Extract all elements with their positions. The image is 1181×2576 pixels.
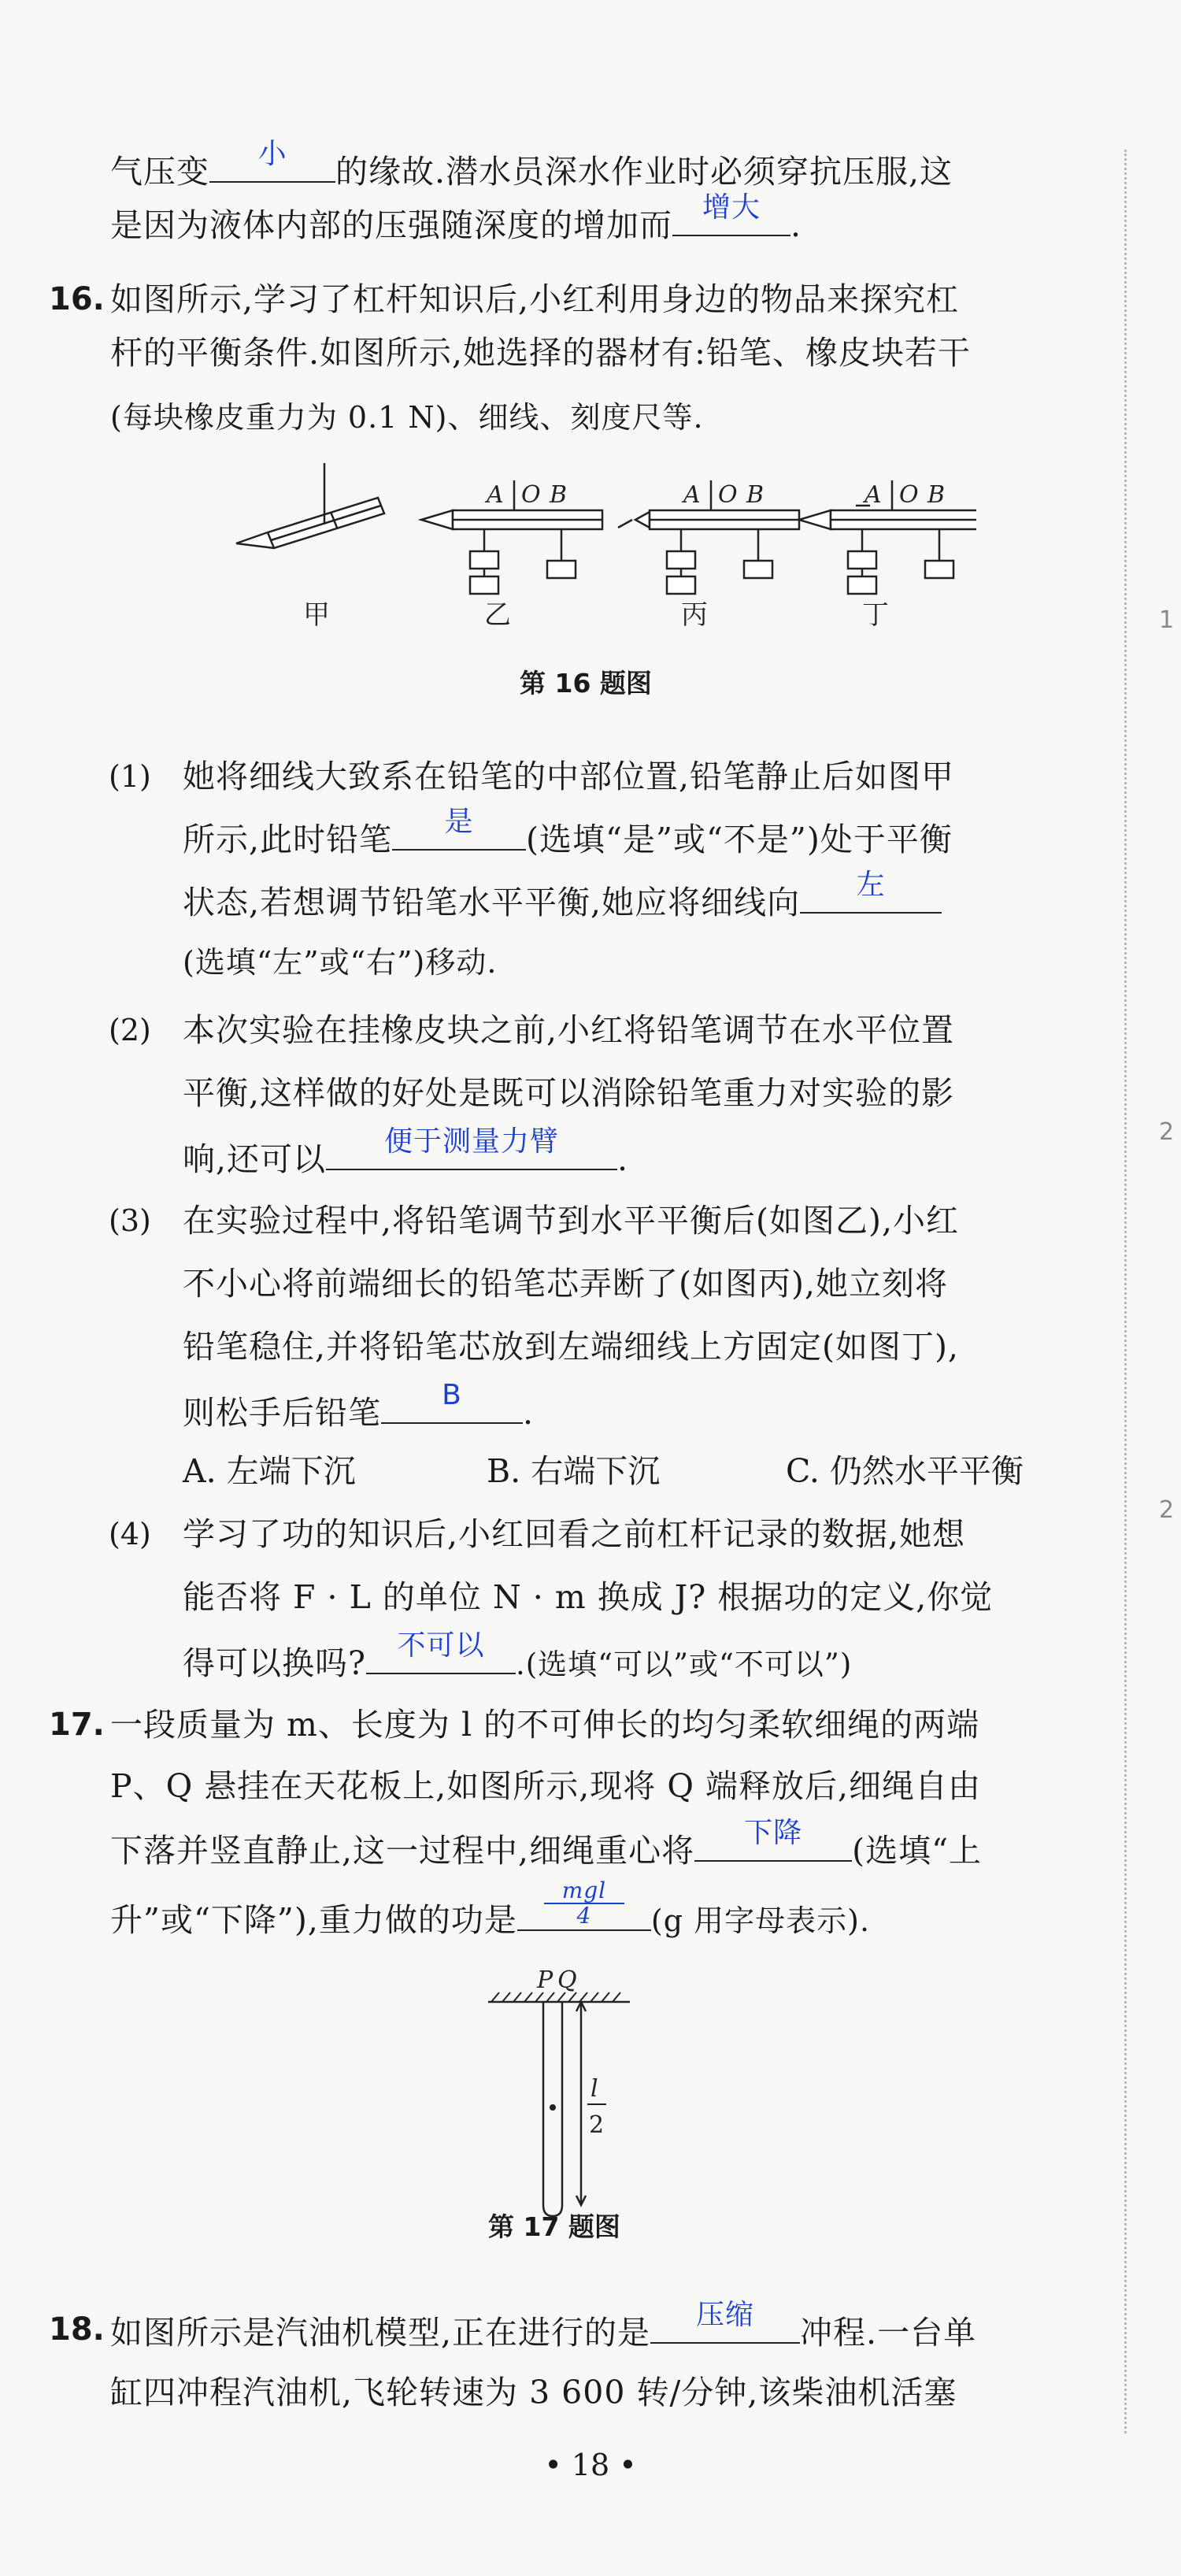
question-text: 能否将 F · L 的单位 N · m 换成 J? 根据功的定义,你觉	[183, 1578, 994, 1616]
answer-blank[interactable]	[517, 1877, 651, 1931]
point-label: B	[550, 481, 568, 509]
question-text: 本次实验在挂橡皮块之前,小红将铅笔调节在水平位置	[183, 1011, 955, 1049]
pencil-tip-fixed-icon	[799, 480, 976, 594]
text-line: 所示,此时铅笔 是 (选填“是”或“不是”)处于平衡	[183, 806, 953, 858]
hanging-rope-figure	[472, 1969, 646, 2229]
pencil-tilted-icon	[236, 463, 384, 548]
question-number: 17.	[49, 1707, 105, 1743]
question-text: 缸四冲程汽油机,飞轮转速为 3 600 转/分钟,该柴油机活塞	[110, 2374, 957, 2411]
text-line: 则松手后铅笔 B .	[183, 1379, 535, 1432]
point-label: Q	[557, 1969, 577, 1994]
edge-mark: 2	[1159, 1118, 1175, 1146]
answer-blank[interactable]: 压缩	[650, 2307, 800, 2344]
text-line: 如图所示是汽油机模型,正在进行的是 压缩 冲程.一台单	[110, 2299, 977, 2352]
point-label: B	[927, 481, 946, 509]
pencil-balanced-icon	[421, 480, 602, 594]
question-text: 杆的平衡条件.如图所示,她选择的器材有:铅笔、橡皮块若干	[110, 334, 971, 372]
fraction-answer: mgl 4	[517, 1879, 651, 1928]
center-of-mass-dot	[550, 2104, 556, 2111]
page-number: • 18 •	[544, 2448, 637, 2482]
figure-label: 乙	[484, 599, 511, 631]
figure-caption: 第 17 题图	[488, 2211, 620, 2242]
point-label: P	[537, 1969, 553, 1994]
point-label: A	[864, 481, 882, 509]
option-a: A. 左端下沉	[183, 1452, 356, 1490]
point-label: B	[746, 481, 765, 509]
question-text: P、Q 悬挂在天花板上,如图所示,现将 Q 端释放后,细绳自由	[110, 1767, 982, 1805]
figure-label: 丁	[862, 599, 889, 631]
pencil-broken-tip-icon	[618, 480, 799, 594]
text-line: 是因为液体内部的压强随深度的增加而 增大 .	[110, 191, 802, 244]
answer-blank[interactable]: 不可以	[366, 1638, 516, 1674]
text-line: 响,还可以 便于测量力臂 .	[183, 1125, 629, 1178]
lever-pencil-figure	[220, 457, 976, 638]
text-line: 气压变 小 的缘故.潜水员深水作业时必须穿抗压服,这	[110, 138, 953, 191]
text-line: 升”或“下降”),重力做的功是 mgl 4 (g 用字母表示).	[110, 1877, 871, 1939]
option-b: B. 右端下沉	[487, 1452, 661, 1490]
question-text: 不小心将前端细长的铅笔芯弄断了(如图丙),她立刻将	[183, 1265, 949, 1303]
column-divider	[1124, 150, 1127, 2433]
answer-blank[interactable]: 是	[392, 814, 526, 851]
answer-blank[interactable]: 左	[800, 877, 942, 914]
point-label: A	[487, 481, 504, 509]
answer-blank[interactable]: 小	[209, 146, 335, 183]
point-label: O	[899, 481, 919, 509]
text-line: 得可以换吗? 不可以 .(选填“可以”或“不可以”)	[183, 1629, 853, 1682]
question-text: 一段质量为 m、长度为 l 的不可伸长的均匀柔软细绳的两端	[110, 1706, 980, 1744]
question-text: 铅笔稳住,并将铅笔芯放到左端细线上方固定(如图丁),	[183, 1328, 960, 1366]
point-label: O	[718, 481, 738, 509]
question-number: 18.	[49, 2311, 105, 2348]
text-line: 状态,若想调节铅笔水平平衡,她应将细线向 左	[183, 877, 942, 925]
answer-blank[interactable]: 便于测量力臂	[326, 1134, 617, 1170]
edge-mark: 1	[1159, 606, 1175, 634]
answer-blank[interactable]: B	[381, 1388, 523, 1424]
question-text: 学习了功的知识后,小红回看之前杠杆记录的数据,她想	[183, 1515, 966, 1553]
answer-blank[interactable]: 增大	[672, 200, 790, 236]
subquestion-number: (3)	[109, 1203, 151, 1238]
point-label: O	[521, 481, 541, 509]
subquestion-number: (1)	[109, 759, 151, 794]
figure-label: 丙	[681, 599, 708, 631]
figure-caption: 第 16 题图	[520, 668, 652, 699]
question-text: (选填“左”或“右”)移动.	[183, 945, 498, 980]
option-c: C. 仍然水平平衡	[786, 1452, 1024, 1490]
question-text: 在实验过程中,将铅笔调节到水平平衡后(如图乙),小红	[183, 1202, 960, 1240]
question-text: 她将细线大致系在铅笔的中部位置,铅笔静止后如图甲	[183, 758, 955, 795]
question-text: 如图所示,学习了杠杆知识后,小红利用身边的物品来探究杠	[110, 280, 960, 318]
subquestion-number: (4)	[109, 1517, 151, 1551]
dimension-numerator: l	[590, 2075, 598, 2103]
figure-label: 甲	[303, 599, 330, 631]
point-label: A	[683, 481, 701, 509]
text-line: 下落并竖直静止,这一过程中,细绳重心将 下降 (选填“上	[110, 1817, 983, 1870]
dimension-denominator: 2	[589, 2111, 605, 2139]
edge-mark: 2	[1159, 1496, 1175, 1524]
answer-blank[interactable]: 下降	[694, 1825, 852, 1862]
question-number: 16.	[49, 281, 105, 317]
subquestion-number: (2)	[109, 1013, 151, 1047]
question-text: (每块橡皮重力为 0.1 N)、细线、刻度尺等.	[110, 400, 704, 435]
question-text: 平衡,这样做的好处是既可以消除铅笔重力对实验的影	[183, 1074, 955, 1112]
